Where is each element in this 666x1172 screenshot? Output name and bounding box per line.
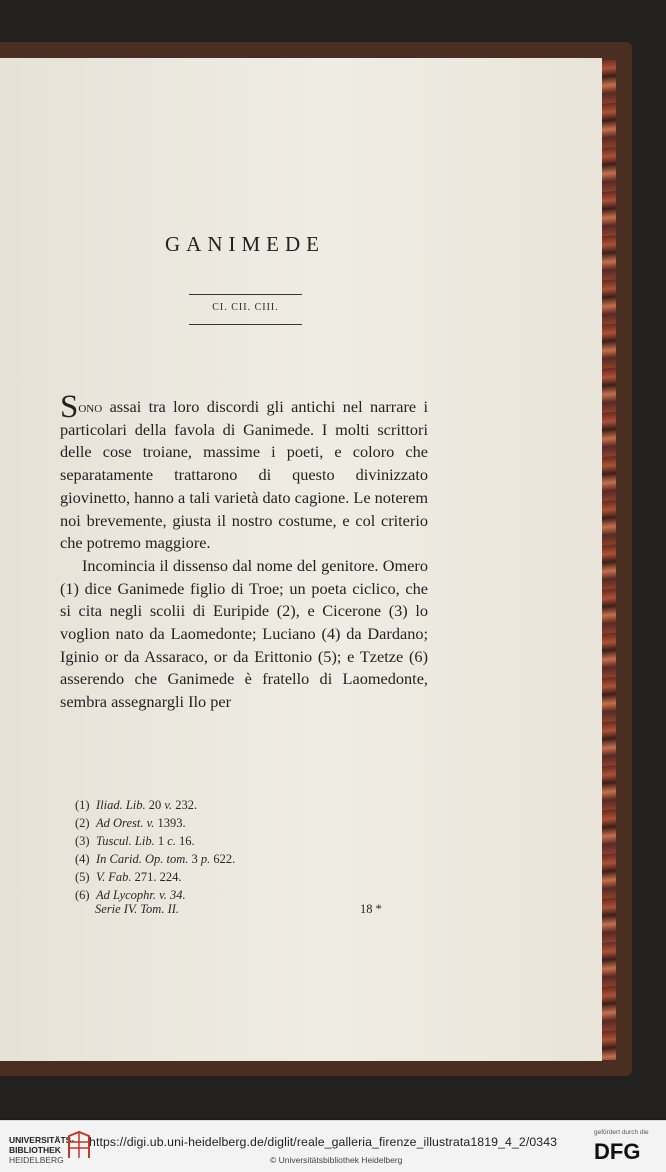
footnote: (6) Ad Lycophr. v. 34. — [75, 888, 186, 902]
footnote: (1) Iliad. Lib. 20 v. 232. — [75, 798, 198, 812]
sheet-number: 18 * — [360, 902, 382, 916]
footnote: (3) Tuscul. Lib. 1 c. 16. — [75, 834, 195, 848]
volume-signature: Serie IV. Tom. II. — [95, 902, 180, 916]
book-page — [0, 58, 602, 1061]
paragraph-1 — [60, 389, 428, 555]
footnote: (4) In Carid. Op. tom. 3 p. 622. — [75, 852, 236, 866]
plate-numbers: CI. CII. CIII. — [212, 302, 279, 313]
library-name[interactable]: UNIVERSITÄTS- BIBLIOTHEK HEIDELBERG — [9, 1135, 75, 1165]
smallcaps-lead: ono — [78, 397, 103, 416]
funder-label: gefördert durch die — [594, 1129, 649, 1136]
page-title: GANIMEDE — [165, 232, 325, 256]
drop-cap: S — [60, 389, 79, 425]
signature-line — [95, 902, 405, 917]
copyright-notice: © Universitätsbibliothek Heidelberg — [270, 1155, 403, 1165]
footnote: (5) V. Fab. 271. 224. — [75, 870, 182, 884]
title-rule-bottom — [189, 324, 302, 325]
body-text — [60, 389, 428, 714]
title-rule-top — [189, 294, 302, 295]
paragraph-2: Incomincia il dissenso dal nome del genitore. Omero (1) dice Ganimede figlio di Troe; un poeta ciclico, che si cita negli scolii di Euripide (2), e Cicerone (3) lo voglion nato da Laomedonte; Luciano (4) da Dardano; Iginio or da Assaraco, or da Erittonio (5); e Tzetze (6) asserendo che Ganimede è fratello di Laomedonte, sembra assegnargli Ilo per — [60, 555, 428, 712]
paragraph-1-text: assai tra loro discordi gli antichi nel narrare i particolari della favola di Ganimede. I molti scrittori delle cose troiane, massime i poeti, e coloro che separatamente trattarono di questo divinizzato giovinetto, hanno a tali varietà dato cagione. Le noterem noi brevemente, giusta il nostro costume, e col criterio che potremo maggiore. — [60, 397, 428, 553]
permalink[interactable]: https://digi.ub.uni-heidelberg.de/diglit/reale_galleria_firenze_illustrata1819_4_2/0343 — [89, 1135, 558, 1149]
dfg-logo[interactable]: DFG — [594, 1139, 641, 1164]
footnotes — [75, 796, 395, 904]
viewer-footer — [0, 1120, 666, 1172]
footnote: (2) Ad Orest. v. 1393. — [75, 816, 186, 830]
